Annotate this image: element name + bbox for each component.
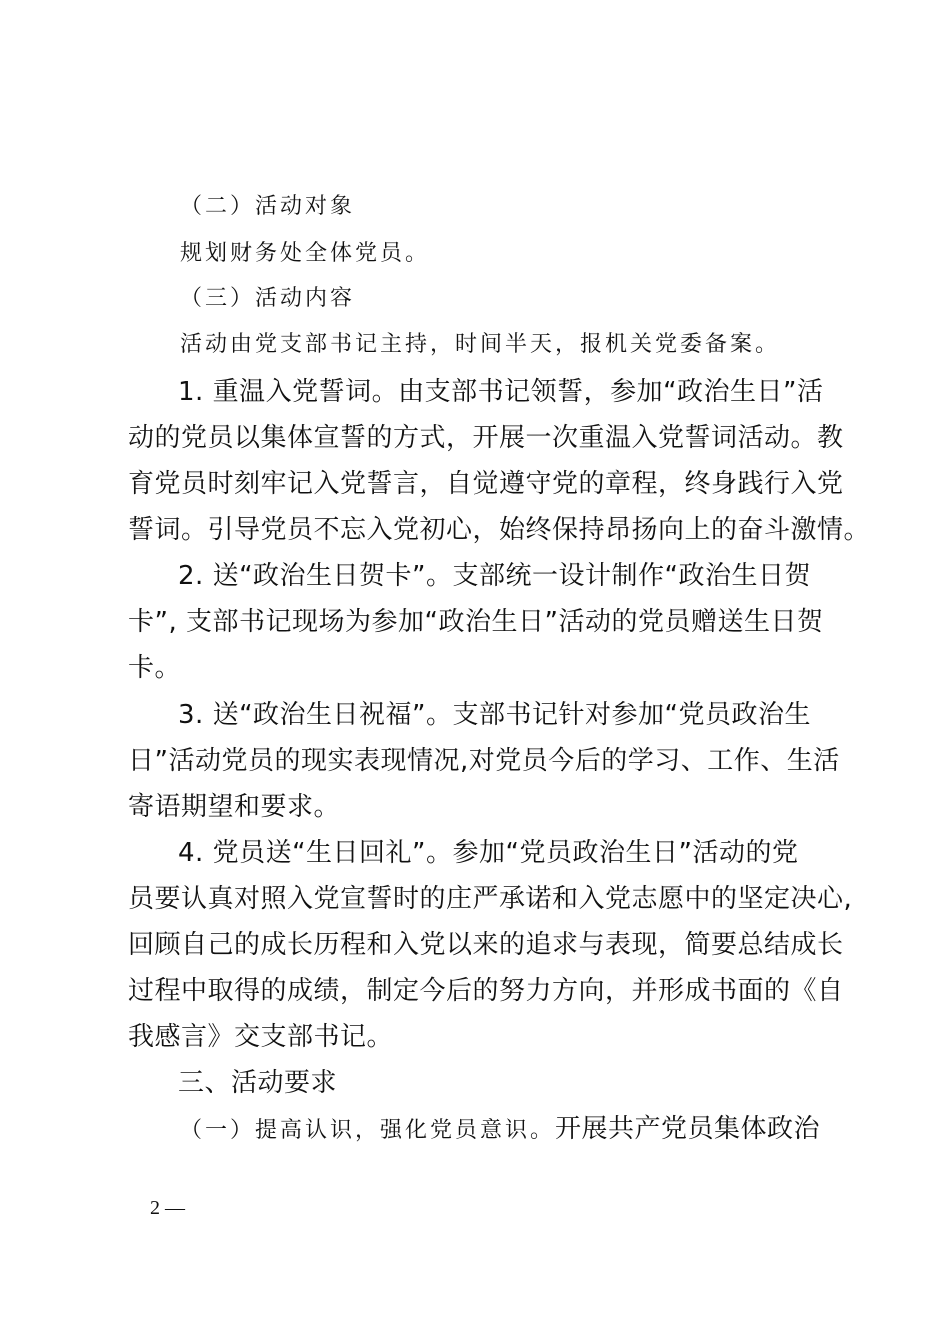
- item-1-line-4: 誓词。引导党员不忘入党初心，始终保持昂扬向上的奋斗激情。: [128, 515, 871, 545]
- item-4-line-5: 我感言》交支部书记。: [128, 1022, 394, 1052]
- item-4-line-2: 员要认真对照入党宣誓时的庄严承诺和入党志愿中的坚定决心,: [128, 884, 853, 914]
- item-1-line-1: 1. 重温入党誓词。由支部书记领誓，参加“政治生日”活: [178, 377, 824, 407]
- requirement-1-body: 开展共产党员集体政治: [555, 1114, 821, 1144]
- item-4-line-3: 回顾自己的成长历程和入党以来的追求与表现，简要总结成长: [128, 930, 844, 960]
- section-3-heading: 三、活动要求: [178, 1068, 338, 1098]
- item-1-line-2: 动的党员以集体宣誓的方式，开展一次重温入党誓词活动。教: [128, 423, 844, 453]
- page-number: 2 —: [150, 1197, 185, 1219]
- item-2-line-3: 卡。: [128, 653, 182, 683]
- subsection-body-objects: 规划财务处全体党员。: [180, 241, 431, 266]
- subsection-heading-content: （三）活动内容: [180, 286, 356, 311]
- item-3-line-3: 寄语期望和要求。: [128, 792, 341, 822]
- item-1-line-3: 育党员时刻牢记入党誓言，自觉遵守党的章程，终身践行入党: [128, 469, 844, 499]
- subsection-heading-objects: （二）活动对象: [180, 194, 356, 219]
- item-3-line-2: 日”活动党员的现实表现情况,对党员今后的学习、工作、生活: [128, 746, 840, 776]
- item-2-line-1: 2. 送“政治生日贺卡”。支部统一设计制作“政治生日贺: [178, 561, 811, 591]
- item-4-line-4: 过程中取得的成绩，制定今后的努力方向，并形成书面的《自: [128, 976, 844, 1006]
- subsection-body-content: 活动由党支部书记主持，时间半天，报机关党委备案。: [180, 332, 781, 357]
- item-4-line-1: 4. 党员送“生日回礼”。参加“党员政治生日”活动的党: [178, 838, 799, 868]
- requirement-1-heading: （一）提高认识，强化党员意识。: [180, 1118, 556, 1143]
- item-2-line-2: 卡”, 支部书记现场为参加“政治生日”活动的党员赠送生日贺: [128, 607, 824, 637]
- item-3-line-1: 3. 送“政治生日祝福”。支部书记针对参加“党员政治生: [178, 700, 811, 730]
- requirement-1-line: [180, 1116, 820, 1142]
